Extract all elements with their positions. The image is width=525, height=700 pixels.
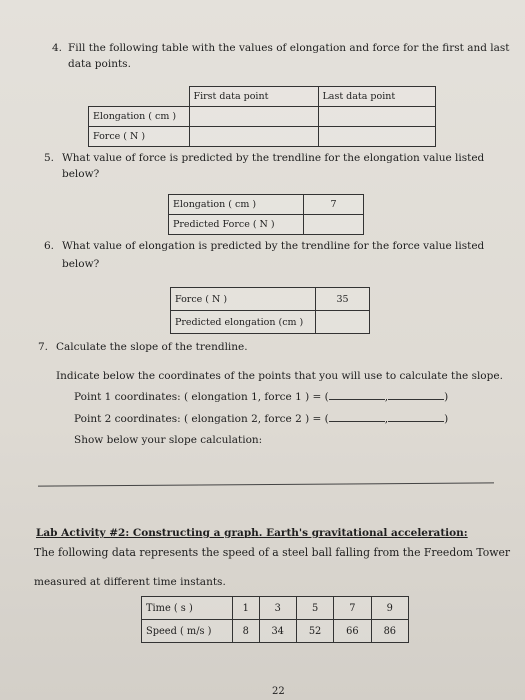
q7-point1-y-blank[interactable] — [388, 390, 444, 400]
q7-point2-row — [74, 412, 448, 425]
q7-point1-row — [74, 390, 448, 403]
q5-cell-elongation-value: 7 — [304, 195, 364, 215]
q5-table — [168, 194, 364, 235]
lab2-time-cell: 5 — [296, 597, 333, 620]
q6-cell-predicted-elongation[interactable] — [316, 311, 370, 334]
lab2-table — [141, 596, 409, 643]
q7-point2-comma: , — [384, 413, 389, 425]
q7-number: 7. — [38, 341, 49, 353]
q7-point2-y-blank[interactable] — [388, 412, 444, 422]
q4-text-line2: data points. — [68, 58, 131, 70]
q5-text-line2: below? — [62, 168, 100, 180]
q5-cell-predicted-force[interactable] — [304, 215, 364, 235]
q7-indicate-text: Indicate below the coordinates of the points that you will use to calculate the slope. — [56, 370, 503, 382]
page-number: 22 — [272, 686, 285, 697]
lab2-time-cell: 1 — [233, 597, 260, 620]
lab2-title: Lab Activity #2: Constructing a graph. Earth's gravitational acceleration: — [36, 527, 468, 539]
q7-point1-label: Point 1 coordinates: ( elongation 1, force 1 ) = ( — [74, 391, 329, 403]
q6-text-line2: below? — [62, 258, 100, 270]
lab2-speed-cell: 52 — [296, 620, 333, 643]
lab2-time-cell: 7 — [334, 597, 371, 620]
lab2-text-line2: measured at different time instants. — [34, 576, 226, 588]
q7-point1-close: ) — [444, 391, 449, 403]
q4-cell-force-first[interactable] — [189, 127, 318, 147]
q7-point2-label: Point 2 coordinates: ( elongation 2, force 2 ) = ( — [74, 413, 329, 425]
q4-row-label-force: Force ( N ) — [89, 127, 190, 147]
q6-text-line1: What value of elongation is predicted by the trendline for the force value listed — [62, 240, 485, 252]
q5-row-label-elongation: Elongation ( cm ) — [169, 195, 304, 215]
q7-point2-close: ) — [444, 413, 449, 425]
q7-point1-x-blank[interactable] — [329, 390, 385, 400]
q4-number: 4. — [52, 42, 63, 54]
q6-table — [170, 287, 370, 334]
q7-show-text: Show below your slope calculation: — [74, 434, 263, 446]
lab2-speed-cell: 86 — [371, 620, 408, 643]
q5-number: 5. — [44, 152, 55, 164]
q6-row-label-force: Force ( N ) — [171, 288, 316, 311]
lab2-speed-cell: 34 — [259, 620, 296, 643]
q4-text-line1: Fill the following table with the values of elongation and force for the first and last — [68, 42, 510, 54]
q5-text-line1: What value of force is predicted by the trendline for the elongation value listed — [62, 152, 485, 164]
lab2-time-cell: 9 — [371, 597, 408, 620]
q4-cell-force-last[interactable] — [318, 127, 436, 147]
lab2-text-line1: The following data represents the speed of a steel ball falling from the Freedom Tower — [34, 546, 511, 559]
lab2-row-label-time: Time ( s ) — [142, 597, 233, 620]
q4-cell-elongation-last[interactable] — [318, 107, 436, 127]
q4-header-first: First data point — [189, 87, 318, 107]
q4-table-corner — [89, 87, 190, 107]
q7-point2-x-blank[interactable] — [329, 412, 385, 422]
q4-table — [88, 86, 436, 147]
q4-row-label-elongation: Elongation ( cm ) — [89, 107, 190, 127]
lab2-time-cell: 3 — [259, 597, 296, 620]
q7-text-line1: Calculate the slope of the trendline. — [56, 341, 248, 353]
divider-line — [38, 482, 494, 486]
q4-cell-elongation-first[interactable] — [189, 107, 318, 127]
q7-point1-comma: , — [384, 391, 389, 403]
q5-row-label-predicted-force: Predicted Force ( N ) — [169, 215, 304, 235]
q6-number: 6. — [44, 240, 55, 252]
lab2-speed-cell: 66 — [334, 620, 371, 643]
q6-cell-force-value: 35 — [316, 288, 370, 311]
lab2-row-label-speed: Speed ( m/s ) — [142, 620, 233, 643]
q4-header-last: Last data point — [318, 87, 436, 107]
lab2-speed-cell: 8 — [233, 620, 260, 643]
q6-row-label-predicted-elongation: Predicted elongation (cm ) — [171, 311, 316, 334]
